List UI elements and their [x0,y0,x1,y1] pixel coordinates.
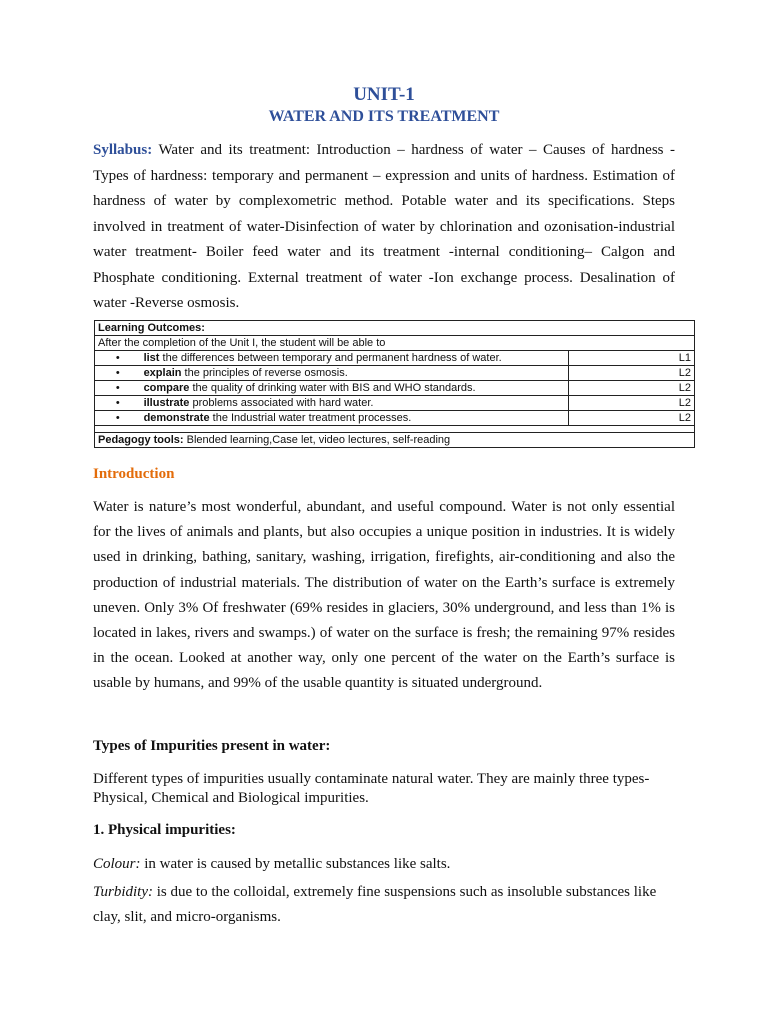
physical-impurities-heading: 1. Physical impurities: [93,822,236,838]
outcome-row [95,396,695,411]
colour-text: in water is caused by metallic substances like salts. [140,856,451,872]
outcome-verb: list [143,352,160,364]
outcome-level: L2 [569,411,695,426]
syllabus-label: Syllabus: [93,142,153,158]
unit-title: UNIT-1 [353,84,415,105]
pedagogy-row [95,433,695,448]
outcome-rest: the Industrial water treatment processes. [209,412,412,424]
outcome-level: L1 [569,351,695,366]
outcomes-heading: Learning Outcomes: [95,321,695,336]
impurities-paragraph: Different types of impurities usually contaminate natural water. They are mainly three types- Physical, Chemical and Biological impurities. [93,771,650,806]
outcome-rest: the principles of reverse osmosis. [181,367,348,379]
outcome-row [95,381,695,396]
outcome-level: L2 [569,381,695,396]
outcome-level: L2 [569,366,695,381]
outcome-row [95,351,695,366]
outcome-verb: demonstrate [143,412,210,424]
bullet: • [95,411,141,426]
pedagogy-text: Blended learning,Case let, video lectures, self-reading [183,434,451,446]
outcome-text [141,396,569,411]
pedagogy-label: Pedagogy tools: [98,434,184,446]
outcome-row [95,366,695,381]
outcome-rest: the quality of drinking water with BIS and WHO standards. [189,382,476,394]
outcome-verb: illustrate [143,397,190,409]
bullet: • [95,366,141,381]
bullet: • [95,351,141,366]
turbidity-label: Turbidity: [93,884,154,900]
learning-outcomes-table [94,320,695,448]
outcomes-spacer [95,426,695,433]
colour-paragraph [93,856,683,873]
introduction-heading: Introduction [93,466,175,482]
outcome-row [95,411,695,426]
outcome-text [141,381,569,396]
outcome-text [141,411,569,426]
turbidity-paragraph [93,880,683,930]
syllabus-text: Water and its treatment: Introduction – hardness of water – Causes of hardness - Types of hardness: temporary and permanent – expression and units of hardness. Estimation of hardness of water by complexometric method. Potable water and its specifications. Steps involved in treatment of water-Disinfection of water by chlorination and ozonisation-industrial water treatment- Boiler feed water and its treatment -internal conditioning– Calgon and Phosphate conditioning. External treatment of water -Ion exchange process. Desalination of water -Reverse osmosis. [93,142,676,311]
outcome-level: L2 [569,396,695,411]
turbidity-text: is due to the colloidal, extremely fine suspensions such as insoluble substances like clay, slit, and micro-organisms. [93,884,657,925]
introduction-paragraph: Water is nature’s most wonderful, abundant, and useful compound. Water is not only essential for the lives of animals and plants, but also occupies a unique position in industries. It is widely used in drinking, bathing, sanitary, washing, irrigation, firefights, air-conditioning and also the production of industrial materials. The distribution of water on the Earth’s surface is extremely uneven. Only 3% Of freshwater (69% resides in glaciers, 30% underground, and less than 1% is located in lakes, rivers and swamps.) of water on the surface is fresh; the remaining 97% resides in the ocean. Looked at another way, only one percent of the water on the Earth’s surface is usable by humans, and 99% of the usable quantity is situated underground. [93,499,675,692]
outcomes-lead: After the completion of the Unit I, the student will be able to [95,336,695,351]
bullet: • [95,396,141,411]
syllabus-paragraph [93,138,675,317]
impurities-heading: Types of Impurities present in water: [93,738,331,754]
outcome-verb: explain [143,367,182,379]
outcome-rest: problems associated with hard water. [189,397,374,409]
outcome-text [141,366,569,381]
outcome-text [141,351,569,366]
outcome-rest: the differences between temporary and permanent hardness of water. [159,352,502,364]
outcome-verb: compare [143,382,190,394]
unit-subtitle: WATER AND ITS TREATMENT [268,108,500,125]
colour-label: Colour: [93,856,141,872]
bullet: • [95,381,141,396]
